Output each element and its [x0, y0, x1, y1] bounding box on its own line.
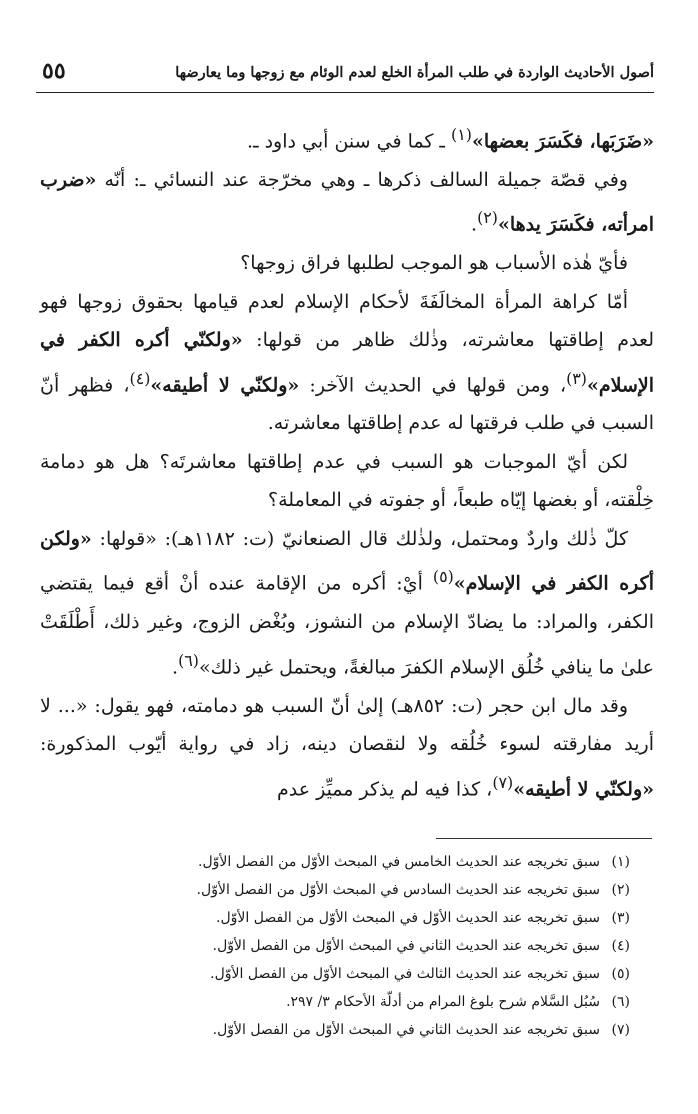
main-text	[40, 116, 654, 808]
hadith-quote: «ضَرَبَها، فكَسَرَ بعضها»	[471, 130, 654, 153]
footnote-text: سبق تخريجه عند الحديث الثاني في المبحث الأوّل من الفصل الأوّل.	[212, 1022, 600, 1038]
footnote-number: (٧)	[611, 1022, 630, 1038]
footnote-ref: (٦)	[178, 650, 199, 670]
paragraph-text: وقد مال ابن حجر (ت: ٨٥٢هـ) إلىٰ أنّ السبب هو دمامته، فهو يقول: «... لا أريد مفارقته لسوء خُلُقه ولا لنقصان دينه، زاد في رواية أيّوب المذكورة:	[40, 694, 654, 756]
paragraph-text: أيْ: أكره من الإقامة عنده أنْ أقع فيما يقتضي الكفر، والمراد: ما يضادّ الإسلام من النشوز، وبُغْض الزوج، وغير ذلك، أَطْلَقَتْ علىٰ ما ينافي خُلُق الإسلام الكفرَ مبالغةً، ويحتمل غير ذلك»	[40, 572, 654, 679]
paragraph-text: ، فظهر أنّ السبب في طلب فرقتها له عدم إطاقتها معاشرته.	[40, 373, 654, 435]
running-title: أصول الأحاديث الواردة في طلب المرأة الخلع لعدم الوئام مع زوجها وما يعارضها	[175, 64, 654, 81]
footnote-number: (١)	[611, 854, 630, 870]
paragraph-2	[40, 161, 654, 244]
footnote-ref: (٤)	[129, 368, 151, 388]
paragraph-text: .	[172, 656, 179, 679]
footnote-number: (٣)	[611, 910, 630, 926]
paragraph-text: ، ومن قولها في الحديث الآخر:	[299, 373, 567, 396]
hadith-quote: «ولكنّي أكره الكفر في الإسلام»	[40, 329, 654, 396]
footnote-item	[40, 904, 630, 932]
paragraph-text: .	[471, 213, 478, 236]
footnote-ref: (٣)	[566, 368, 587, 388]
footnote-item	[40, 988, 630, 1016]
paragraph-text: ، كذا فيه لم يذكر مميِّز عدم	[276, 777, 493, 800]
hadith-quote: «ولكن أكره الكفر في الإسلام»	[40, 527, 654, 595]
page-number: ٥٥	[42, 58, 66, 84]
footnote-number: (٢)	[611, 882, 630, 898]
paragraph-text: وفي قصّة جميلة السالف ذكرها ـ وهي مخرّجة عند النسائي ـ: أنّه	[104, 168, 628, 191]
hadith-quote: «ضرب امرأته، فكَسَرَ يدها»	[40, 168, 654, 236]
footnote-text: سبق تخريجه عند الحديث الثالث في المبحث الأوّل من الفصل الأوّل.	[210, 966, 600, 982]
footnote-ref: (٥)	[432, 567, 454, 587]
footnote-separator	[436, 838, 652, 839]
footnote-number: (٥)	[611, 966, 630, 982]
paragraph-1	[40, 116, 654, 161]
footnote-item	[40, 932, 630, 960]
paragraph-6	[40, 520, 654, 687]
footnote-text: سُبُل السَّلام شرح بلوغ المرام من أدلّة الأحكام ٣/ ٢٩٧.	[286, 994, 600, 1010]
footnote-text: سبق تخريجه عند الحديث السادس في المبحث الأوّل من الفصل الأوّل.	[196, 882, 600, 898]
paragraph-5: لكن أيّ الموجبات هو السبب في عدم إطاقتها معاشرتَه؟ هل هو دمامة خِلْقته، أو بغضها إيّاه طبعاً، أو جفوته في المعاملة؟	[40, 450, 654, 512]
footnote-item	[40, 848, 630, 876]
hadith-quote: «ولكنّي لا أطيقه»	[513, 777, 654, 800]
footnote-ref: (٢)	[477, 208, 498, 228]
hadith-quote: «ولكنّي لا أطيقه»	[150, 373, 300, 396]
footnote-number: (٦)	[611, 994, 630, 1010]
footnote-text: سبق تخريجه عند الحديث الثاني في المبحث الأوّل من الفصل الأوّل.	[212, 938, 600, 954]
paragraph-4	[40, 283, 654, 443]
paragraph-3: فأيّ هٰذه الأسباب هو الموجب لطلبها فراق زوجها؟	[240, 252, 628, 275]
footnote-text: سبق تخريجه عند الحديث الأوّل في المبحث الأوّل من الفصل الأوّل.	[216, 910, 600, 926]
footnotes-list	[40, 848, 630, 1044]
footnote-ref: (١)	[451, 125, 472, 144]
footnote-text: سبق تخريجه عند الحديث الخامس في المبحث الأوّل من الفصل الأوّل.	[198, 854, 600, 870]
paragraph-7	[40, 687, 654, 809]
footnote-ref: (٧)	[492, 772, 514, 792]
paragraph-text: كلّ ذٰلك واردٌ ومحتمل، ولذٰلك قال الصنعانيّ (ت: ١١٨٢هـ): «قولها:	[91, 527, 628, 550]
footnote-item	[40, 960, 630, 988]
paragraph-text: ـ كما في سنن أبي داود ـ.	[246, 130, 452, 153]
footnote-item	[40, 1016, 630, 1044]
page-header	[36, 56, 654, 93]
footnote-item	[40, 876, 630, 904]
footnote-number: (٤)	[611, 938, 630, 954]
paragraph-text: أمّا كراهة المرأة المخالَفَةَ لأحكام الإسلام لعدم قيامها بحقوق زوجها فهو لعدم إطاقتها معاشرته، وذٰلك ظاهر من قولها:	[40, 290, 654, 352]
